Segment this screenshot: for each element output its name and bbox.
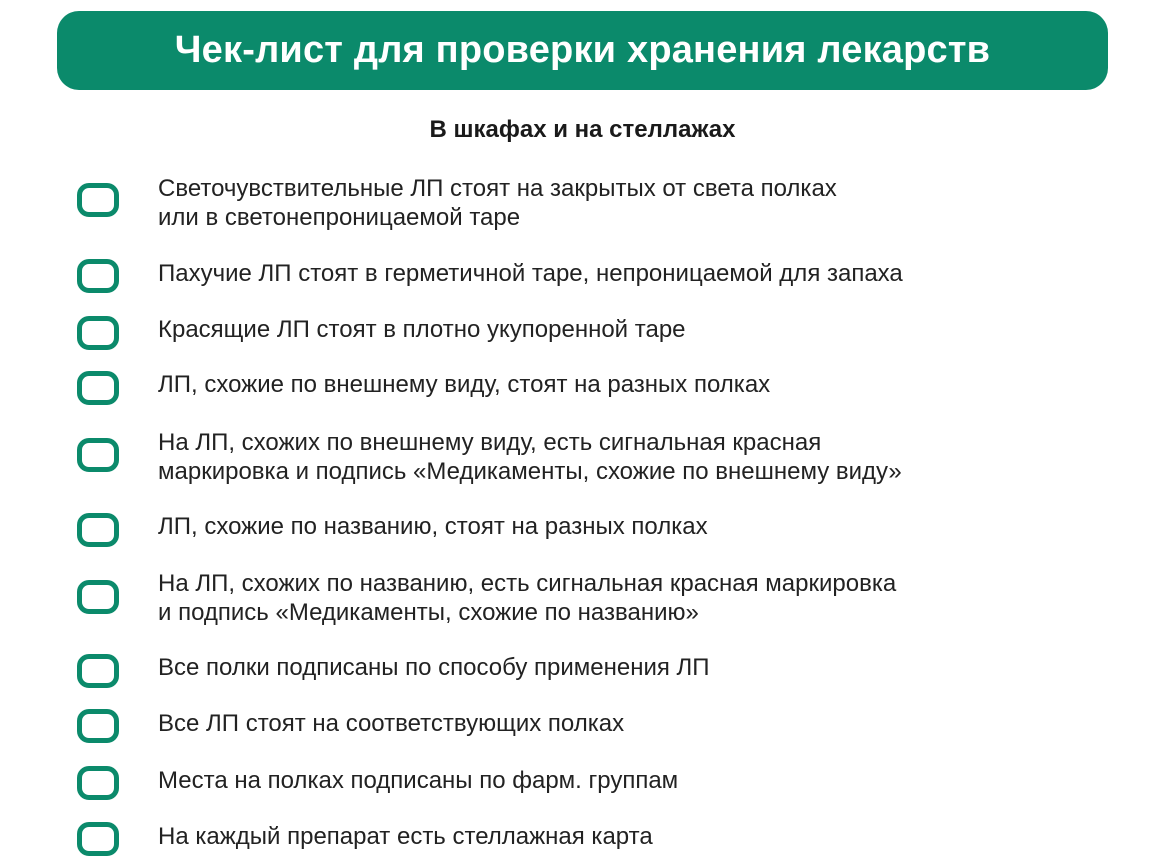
checkbox[interactable] [77, 654, 119, 688]
checkbox[interactable] [77, 438, 119, 472]
checkbox[interactable] [77, 316, 119, 350]
checkbox[interactable] [77, 259, 119, 293]
checkbox[interactable] [77, 766, 119, 800]
checklist-item-label: Все полки подписаны по способу применения ЛП [158, 654, 710, 681]
checkbox[interactable] [77, 709, 119, 743]
checklist-item-label: Места на полках подписаны по фарм. группам [158, 767, 679, 794]
checkbox[interactable] [77, 580, 119, 614]
section-title: В шкафах и на стеллажах [429, 116, 736, 143]
checklist-item-label: На ЛП, схожих по внешнему виду, есть сигнальная красная маркировка и подпись «Медикаменты, схожие по внешнему виду» [158, 429, 902, 485]
checklist-item-label: Светочувствительные ЛП стоят на закрытых от света полках или в светонепроницаемой таре [158, 175, 837, 231]
checkbox[interactable] [77, 183, 119, 217]
checklist-item-label: На каждый препарат есть стеллажная карта [158, 823, 653, 850]
checklist-item-label: Пахучие ЛП стоят в герметичной таре, непроницаемой для запаха [158, 260, 903, 287]
checklist-item-label: На ЛП, схожих по названию, есть сигнальная красная маркировка и подпись «Медикаменты, схожие по названию» [158, 570, 897, 626]
checklist-item-label: Все ЛП стоят на соответствующих полках [158, 710, 625, 737]
checkbox[interactable] [77, 371, 119, 405]
checklist-item-label: ЛП, схожие по названию, стоят на разных полках [158, 513, 708, 540]
checklist-item-label: ЛП, схожие по внешнему виду, стоят на разных полках [158, 371, 771, 398]
checkbox[interactable] [77, 822, 119, 856]
checkbox[interactable] [77, 513, 119, 547]
page-title: Чек-лист для проверки хранения лекарств [174, 29, 991, 71]
checklist-item-label: Красящие ЛП стоят в плотно укупоренной таре [158, 316, 686, 343]
